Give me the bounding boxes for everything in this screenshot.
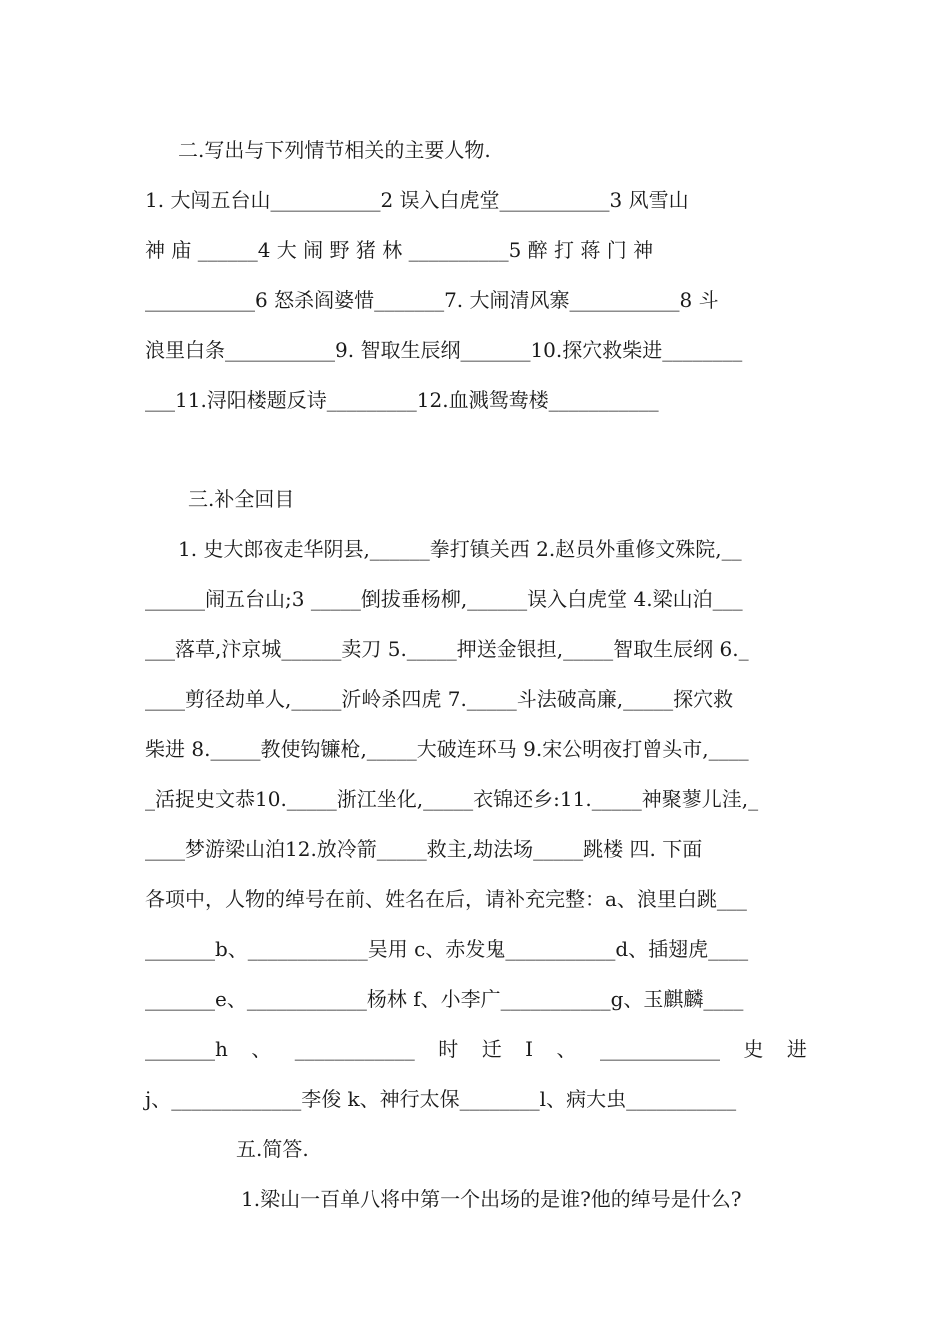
spread-token: 时 [438,1037,459,1061]
section2-line-5: ___11.浔阳楼题反诗_________12.血溅鸳鸯楼___________ [145,388,659,412]
spread-token: 、 [251,1037,272,1061]
section3-line-7: ____梦游梁山泊12.放冷箭_____救主,劫法场_____跳楼 四. 下面 [145,837,703,861]
section3-line-2: ______闹五台山;3 _____倒拔垂杨柳,______误入白虎堂 4.梁山泊___ [145,587,743,611]
section2-line-3: ___________6 怒杀阎婆惜_______7. 大闹清风寨___________8 斗 [145,288,719,312]
section3-line-3: ___落草,汴京城______卖刀 5._____押送金银担,_____智取生辰纲 6._ [145,637,749,661]
section2-line-2: 神 庙 ______4 大 闹 野 猪 林 __________5 醉 打 蒋 门 神 [145,238,654,262]
section3-line-6: _活捉史文恭10._____浙江坐化,_____衣锦还乡:11._____神聚蓼儿洼,_ [145,787,759,811]
section4-line-3: _______e、____________杨林 f、小李广___________g、玉麒麟____ [145,987,744,1011]
section3-line-4: ____剪径劫单人,_____沂岭杀四虎 7._____斗法破高廉,_____探穴救 [145,687,734,711]
spread-token: 、 [556,1037,577,1061]
section5-question-1: 1.梁山一百单八将中第一个出场的是谁?他的绰号是什么? [241,1187,742,1211]
section3-line-5: 柴进 8._____教使钩镰枪,_____大破连环马 9.宋公明夜打曾头市,____ [145,737,749,761]
spread-token: 迁 [481,1037,502,1061]
section4-line-5: j、_____________李俊 k、神行太保________l、病大虫___________ [145,1087,737,1111]
section3-line-1: 1. 史大郎夜走华阴县,______拳打镇关西 2.赵员外重修文殊院,__ [178,537,742,561]
section2-heading: 二.写出与下列情节相关的主要人物. [178,138,491,162]
spread-token: ____________ [294,1037,415,1061]
section3-heading: 三.补全回目 [188,487,295,511]
section2-line-4: 浪里白条___________9. 智取生辰纲_______10.探穴救柴进________ [145,338,743,362]
spread-token: I [525,1037,534,1061]
spread-token: 进 [786,1037,807,1061]
spread-token: ____________ [599,1037,720,1061]
section2-line-1: 1. 大闯五台山___________2 误入白虎堂___________3 风雪山 [145,188,689,212]
spread-token: 史 [743,1037,764,1061]
section5-heading: 五.简答. [236,1137,309,1161]
section4-line-4 [145,1034,807,1064]
spread-token: _______h [145,1037,228,1061]
section4-line-1: 各项中，人物的绰号在前、姓名在后，请补充完整：a、浪里白跳___ [145,887,747,911]
section4-line-2: _______b、____________吴用 c、赤发鬼___________d、插翅虎____ [145,937,749,961]
